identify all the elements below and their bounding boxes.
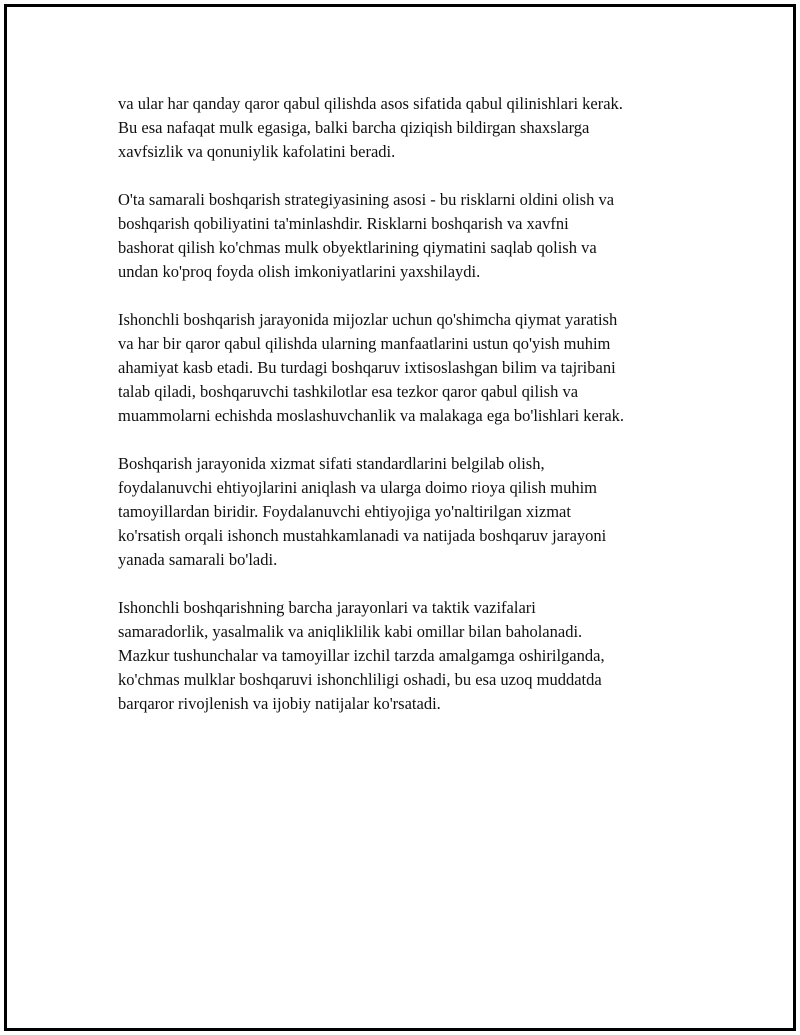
- text-line: ahamiyat kasb etadi. Bu turdagi boshqaruv ixtisoslashgan bilim va tajribani: [118, 358, 616, 377]
- text-line: samaradorlik, yasalmalik va aniqliklilik kabi omillar bilan baholanadi.: [118, 622, 583, 641]
- text-line: Boshqarish jarayonida xizmat sifati standardlarini belgilab olish,: [118, 454, 545, 473]
- paragraph-1: [118, 92, 688, 164]
- text-line: ko'rsatish orqali ishonch mustahkamlanadi va natijada boshqaruv jarayoni: [118, 526, 607, 545]
- text-line: va har bir qaror qabul qilishda ularning manfaatlarini ustun qo'yish muhim: [118, 334, 611, 353]
- text-line: Mazkur tushunchalar va tamoyillar izchil tarzda amalgamga oshirilganda,: [118, 646, 605, 665]
- text-line: muammolarni echishda moslashuvchanlik va malakaga ega bo'lishlari kerak.: [118, 406, 625, 425]
- text-line: tamoyillardan biridir. Foydalanuvchi ehtiyojiga yo'naltirilgan xizmat: [118, 502, 571, 521]
- text-line: Bu esa nafaqat mulk egasiga, balki barcha qiziqish bildirgan shaxslarga: [118, 118, 590, 137]
- document-body: [118, 92, 688, 740]
- text-line: barqaror rivojlenish va ijobiy natijalar ko'rsatadi.: [118, 694, 441, 713]
- text-line: bashorat qilish ko'chmas mulk obyektlarining qiymatini saqlab qolish va: [118, 238, 597, 257]
- text-line: undan ko'proq foyda olish imkoniyatlarini yaxshilaydi.: [118, 262, 481, 281]
- text-line: xavfsizlik va qonuniylik kafolatini beradi.: [118, 142, 396, 161]
- paragraph-2: [118, 188, 688, 284]
- text-line: O'ta samarali boshqarish strategiyasining asosi - bu risklarni oldini olish va: [118, 190, 615, 209]
- text-line: talab qiladi, boshqaruvchi tashkilotlar esa tezkor qaror qabul qilish va: [118, 382, 579, 401]
- text-line: Ishonchli boshqarish jarayonida mijozlar uchun qo'shimcha qiymat yaratish: [118, 310, 618, 329]
- text-line: boshqarish qobiliyatini ta'minlashdir. Risklarni boshqarish va xavfni: [118, 214, 569, 233]
- paragraph-5: [118, 596, 688, 716]
- text-line: foydalanuvchi ehtiyojlarini aniqlash va ularga doimo rioya qilish muhim: [118, 478, 598, 497]
- text-line: yanada samarali bo'ladi.: [118, 550, 278, 569]
- text-line: ko'chmas mulklar boshqaruvi ishonchliligi oshadi, bu esa uzoq muddatda: [118, 670, 602, 689]
- text-line: va ular har qanday qaror qabul qilishda asos sifatida qabul qilinishlari kerak.: [118, 94, 623, 113]
- paragraph-4: [118, 452, 688, 572]
- text-line: Ishonchli boshqarishning barcha jarayonlari va taktik vazifalari: [118, 598, 536, 617]
- paragraph-3: [118, 308, 688, 428]
